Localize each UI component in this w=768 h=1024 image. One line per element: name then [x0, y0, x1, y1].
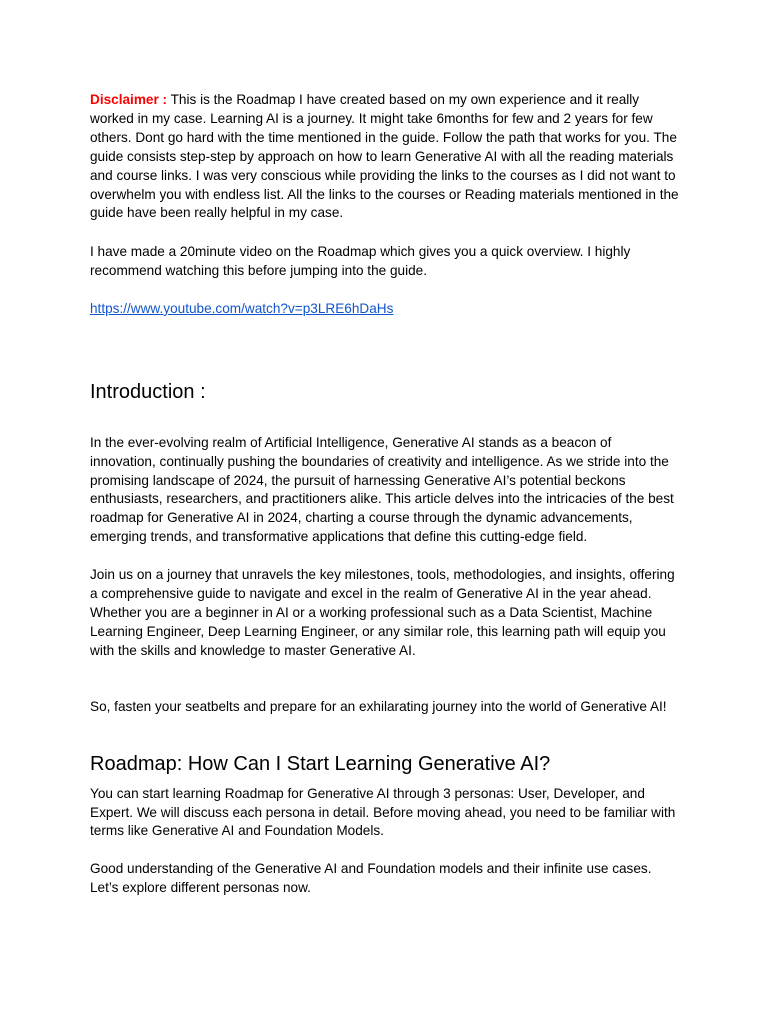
disclaimer-paragraph	[90, 91, 680, 223]
introduction-paragraph-3: So, fasten your seatbelts and prepare for an exhilarating journey into the world of Generative AI!	[90, 698, 667, 714]
roadmap-paragraph-1: You can start learning Roadmap for Generative AI through 3 personas: User, Developer, and Expert. We will discuss each persona in detail. Before moving ahead, you need to be familiar with terms like Generative AI and Foundation Models.	[90, 785, 676, 839]
introduction-paragraph-2: Join us on a journey that unravels the key milestones, tools, methodologies, and insights, offering a comprehensive guide to navigate and excel in the realm of Generative AI in the year ahead. Whether you are a beginner in AI or a working professional such as a Data Scientist, Machine Learning Engineer, Deep Learning Engineer, or any similar role, this learning path will equip you with the skills and knowledge to master Generative AI.	[90, 567, 675, 658]
video-link-paragraph	[90, 300, 680, 319]
roadmap-paragraph-2: Good understanding of the Generative AI and Foundation models and their infinite use cases. Let’s explore different personas now.	[90, 861, 652, 896]
introduction-heading: Introduction :	[90, 380, 206, 403]
video-paragraph: I have made a 20minute video on the Roadmap which gives you a quick overview. I highly recommend watching this before jumping into the guide.	[90, 244, 631, 278]
roadmap-heading: Roadmap: How Can I Start Learning Generative AI?	[90, 752, 551, 775]
introduction-paragraph-1: In the ever-evolving realm of Artificial Intelligence, Generative AI stands as a beacon of innovation, continually pushing the boundaries of creativity and intelligence. As we stride into the promising landscape of 2024, the pursuit of harnessing Generative AI’s potential beckons enthusiasts, researchers, and practitioners alike. This article delves into the intricacies of the best roadmap for Generative AI in 2024, charting a course through the dynamic advancements, emerging trends, and transformative applications that define this cutting-edge field.	[90, 434, 674, 545]
disclaimer-label: Disclaimer :	[90, 92, 168, 107]
disclaimer-text: This is the Roadmap I have created based on my own experience and it really worked in my case. Learning AI is a journey. It might take 6months for few and 2 years for few others. Dont go hard with the time mentioned in the guide. Follow the path that works for you. The guide consists step-step by approach on how to learn Generative AI with all the reading materials and course links. I was very conscious while providing the links to the courses as I did not want to overwhelm you with endless list. All the links to the courses or Reading materials mentioned in the guide have been really helpful in my case.	[90, 92, 679, 221]
youtube-video-link[interactable]: https://www.youtube.com/watch?v=p3LRE6hDaHs	[90, 300, 394, 316]
document-page	[90, 91, 680, 898]
